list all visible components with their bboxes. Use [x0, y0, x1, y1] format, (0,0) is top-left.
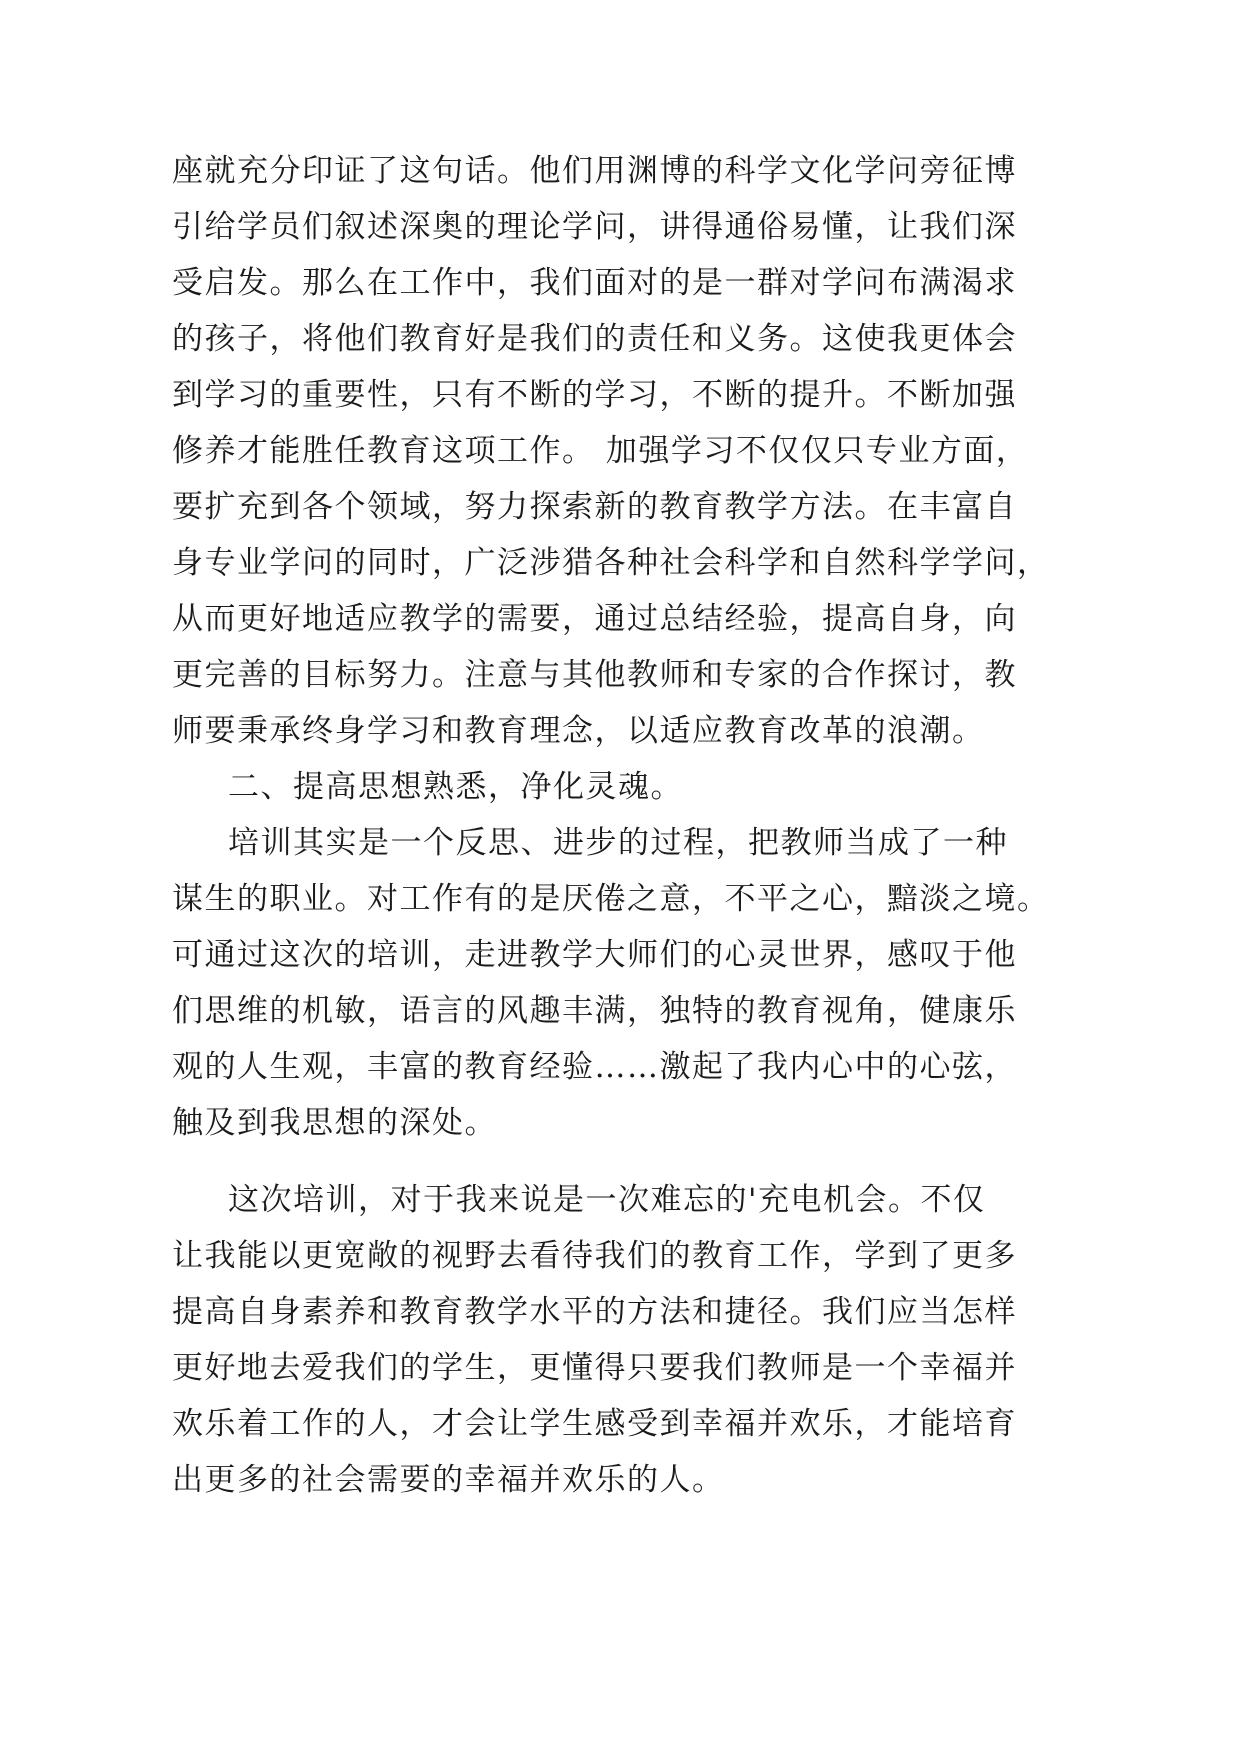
- text-line: 这次培训，对于我来说是一次难忘的'充电机会。不仅: [228, 1182, 986, 1218]
- text-line: 培训其实是一个反思、进步的过程，把教师当成了一种: [228, 825, 1008, 861]
- text-line: 受启发。那么在工作中，我们面对的是一群对学问布满渴求: [172, 265, 1017, 301]
- text-line: 触及到我思想的深处。: [172, 1105, 497, 1141]
- text-line: 身专业学问的同时，广泛涉猎各种社会科学和自然科学学问，: [172, 545, 1050, 581]
- text-line: 可通过这次的培训，走进教学大师们的心灵世界，感叹于他: [172, 937, 1017, 973]
- text-line: 们思维的机敏，语言的风趣丰满，独特的教育视角，健康乐: [172, 993, 1017, 1029]
- text-line: 师要秉承终身学习和教育理念，以适应教育改革的浪潮。: [172, 713, 985, 749]
- text-line: 欢乐着工作的人，才会让学生感受到幸福并欢乐，才能培育: [172, 1406, 1017, 1442]
- text-line: 引给学员们叙述深奥的理论学问，讲得通俗易懂，让我们深: [172, 209, 1017, 245]
- section-heading: 二、提高思想熟悉，净化灵魂。: [228, 769, 683, 805]
- text-line: 要扩充到各个领域，努力探索新的教育教学方法。在丰富自: [172, 489, 1017, 525]
- text-line: 更好地去爱我们的学生，更懂得只要我们教师是一个幸福并: [172, 1350, 1017, 1386]
- text-line: 让我能以更宽敞的视野去看待我们的教育工作，学到了更多: [172, 1238, 1017, 1274]
- text-line: 更完善的目标努力。注意与其他教师和专家的合作探讨，教: [172, 657, 1017, 693]
- text-line: 到学习的重要性，只有不断的学习，不断的提升。不断加强: [172, 377, 1017, 413]
- text-line: 提高自身素养和教育教学水平的方法和捷径。我们应当怎样: [172, 1294, 1017, 1330]
- text-line: 座就充分印证了这句话。他们用渊博的科学文化学问旁征博: [172, 153, 1017, 189]
- text-line: 出更多的社会需要的幸福并欢乐的人。: [172, 1462, 725, 1498]
- text-line: 的孩子，将他们教育好是我们的责任和义务。这使我更体会: [172, 321, 1017, 357]
- text-line: 从而更好地适应教学的需要，通过总结经验，提高自身，向: [172, 601, 1017, 637]
- text-line: 修养才能胜任教育这项工作。 加强学习不仅仅只专业方面，: [172, 433, 1029, 469]
- text-line: 观的人生观，丰富的教育经验……激起了我内心中的心弦，: [172, 1049, 1017, 1085]
- text-line: 谋生的职业。对工作有的是厌倦之意，不平之心，黯淡之境。: [172, 881, 1050, 917]
